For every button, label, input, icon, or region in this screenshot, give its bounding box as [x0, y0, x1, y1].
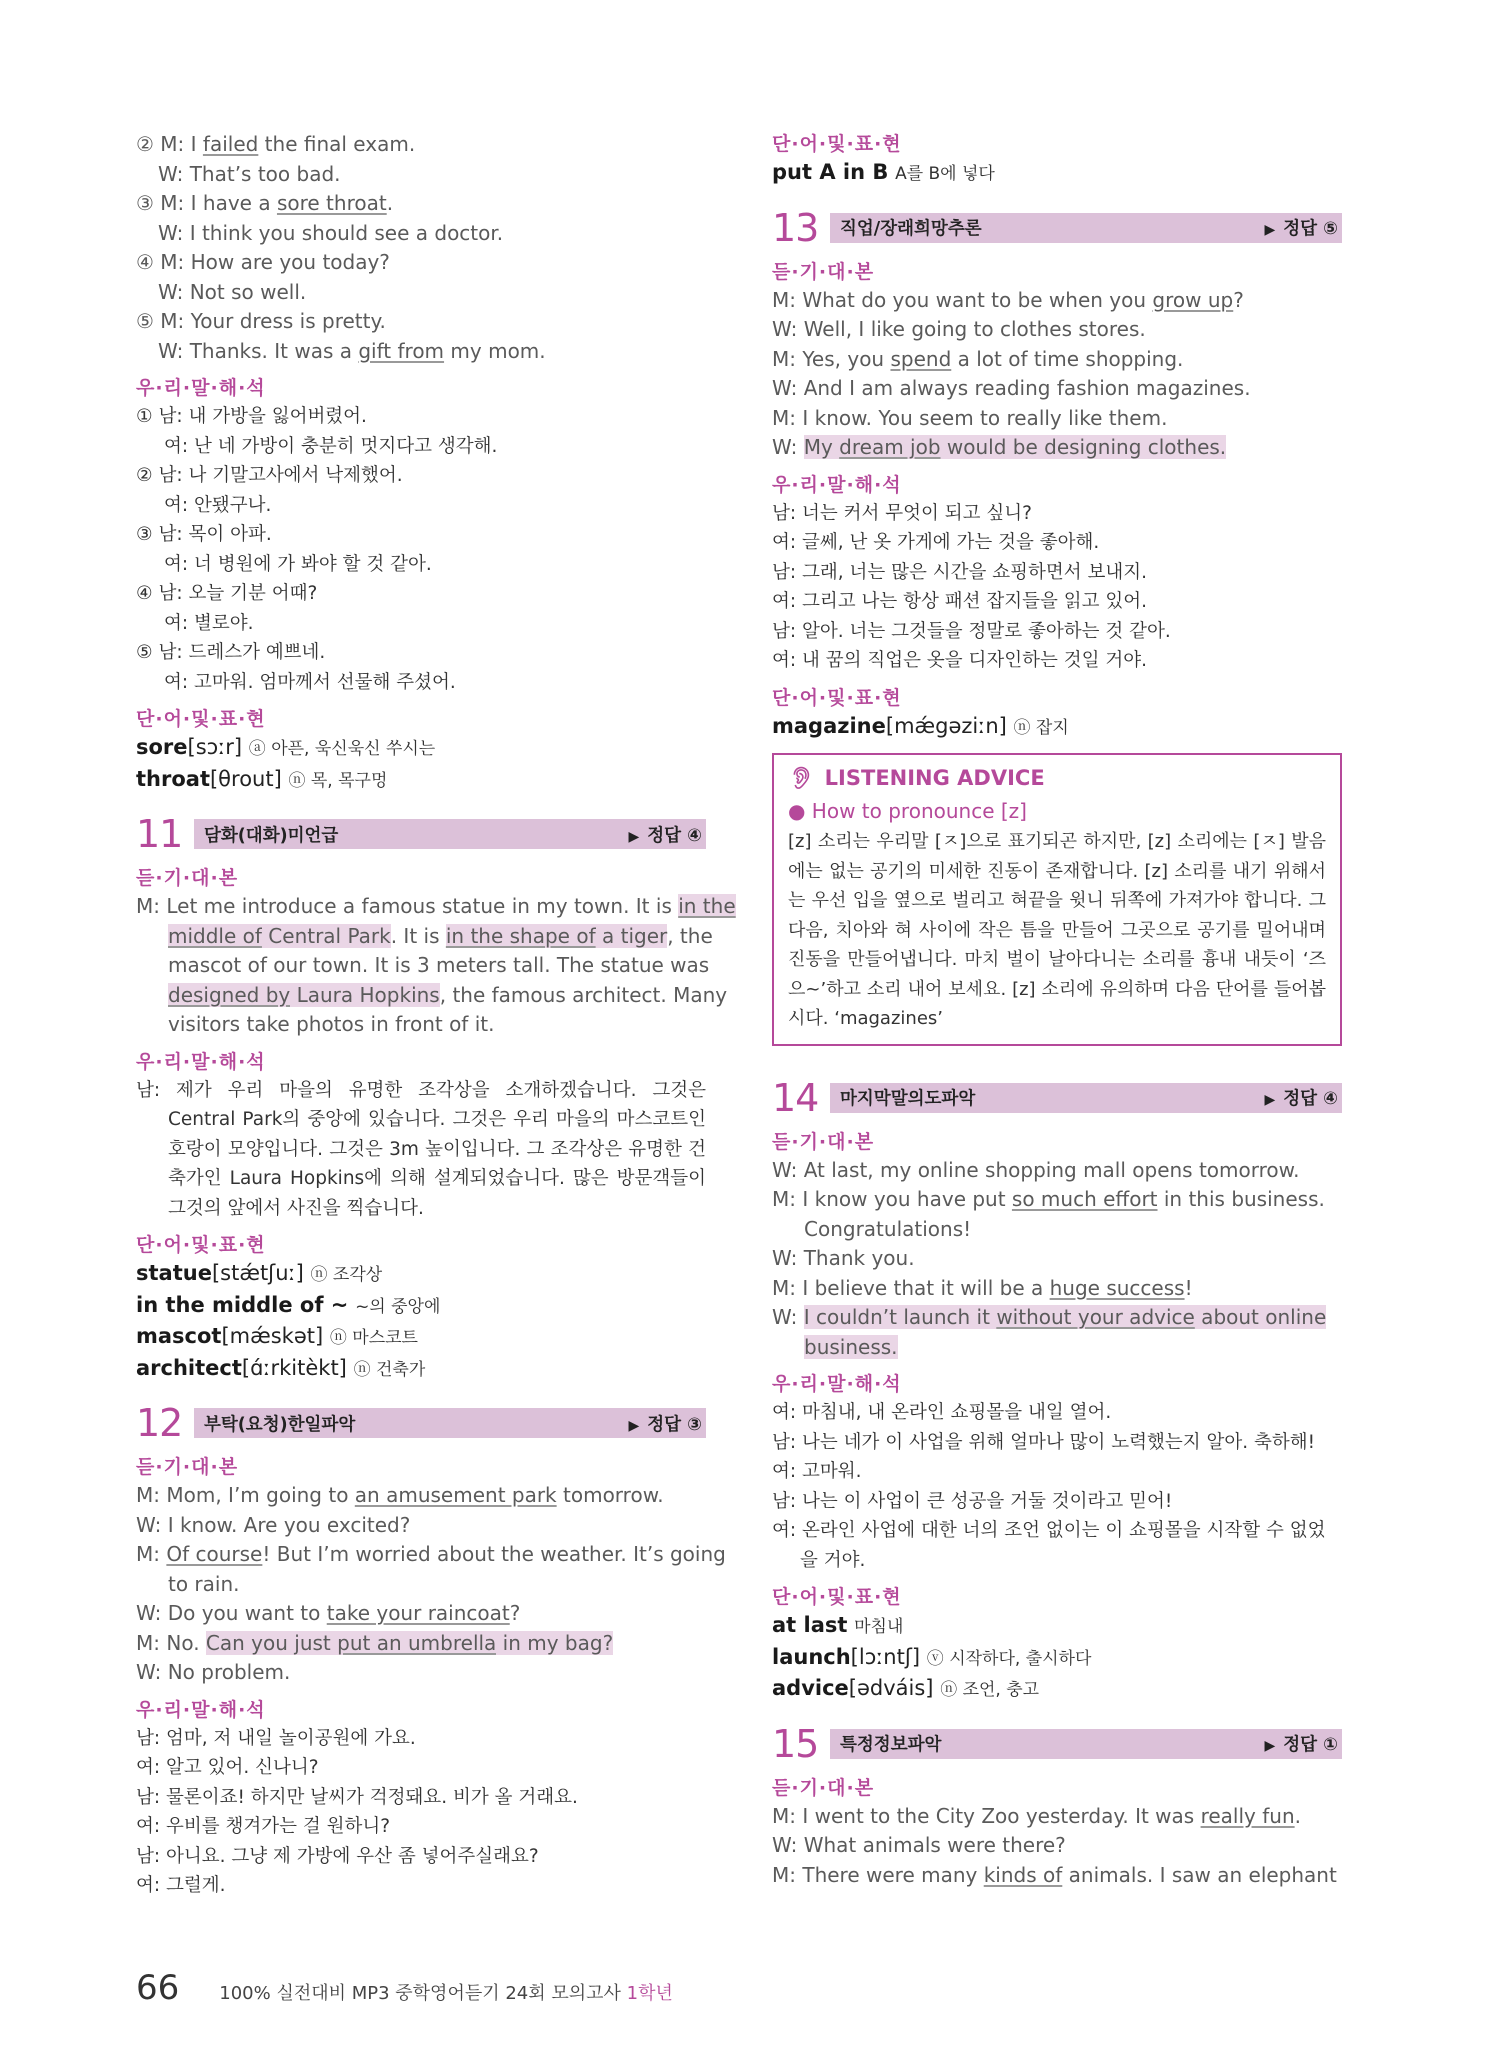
text-run: ?	[1233, 287, 1244, 312]
text-run: How are you today?	[190, 250, 390, 274]
script-line	[136, 892, 736, 922]
vocab-pron: [stǽtʃuː]	[211, 1261, 304, 1285]
script-line	[772, 404, 1342, 434]
translation-line: 여: 별로야.	[164, 612, 254, 634]
translation-line: ⑤ 남: 드레스가 예쁘네.	[136, 642, 326, 663]
vocab-word: statue	[136, 1261, 212, 1285]
translation-line: 여: 그럴게.	[136, 1875, 226, 1896]
translation-line: 여: 그리고 나는 항상 패션 잡지들을 읽고 있어.	[772, 591, 1147, 612]
vocab-word: put A in B	[772, 160, 889, 184]
speaker: ② M:	[136, 132, 191, 156]
text-run: a tiger	[595, 923, 668, 948]
text-run: in the	[678, 894, 736, 918]
vocab-entry	[772, 1611, 1342, 1643]
text-run: M: Mom, I’m going to	[136, 1483, 355, 1507]
translation-paragraph: 남: 제가 우리 마을의 유명한 조각상을 소개하겠습니다. 그것은 Central Park의 중앙에 있습니다. 그것은 우리 마을의 마스코트인 호랑이 모양입니다. 그것은 3m 높이입니다. 그 조각상은 유명한 건축가인 Laura Hopkins에 의해 설계되었습니다. 많은 방문객들이 그것의 앞에서 사진을 찍습니다.	[136, 1079, 706, 1219]
section-heading: 단·어·및·표·현	[772, 686, 902, 709]
advice-header	[788, 761, 1326, 795]
vocab-entry	[136, 1322, 706, 1354]
vocab-entry	[136, 1354, 706, 1386]
section-heading: 우·리·말·해·석	[772, 1373, 902, 1395]
vocab-pron: [lɔːntʃ]	[850, 1644, 921, 1669]
text-run: business.	[804, 1334, 898, 1359]
script-line	[136, 1570, 706, 1600]
speaker: W:	[158, 220, 190, 245]
vocab-meaning: ⓝ 조각상	[310, 1265, 383, 1285]
text-run: sore throat	[276, 191, 387, 215]
question-bar	[194, 819, 706, 849]
translation-line: ① 남: 내 가방을 잃어버렸어.	[136, 406, 367, 427]
text-run: W: And I am always reading fashion magazines.	[772, 376, 1251, 400]
translation-line: 여: 마침내, 내 온라인 쇼핑몰을 내일 열어.	[772, 1402, 1112, 1423]
text-run: I couldn’t launch it	[803, 1305, 997, 1329]
text-run: about online	[1194, 1305, 1327, 1329]
translation-line: 여: 알고 있어. 신나니?	[136, 1757, 319, 1778]
section-heading: 우·리·말·해·석	[136, 1050, 266, 1073]
section-heading: 우·리·말·해·석	[772, 473, 902, 496]
text-run: failed	[202, 132, 259, 156]
question-header	[772, 206, 1342, 250]
vocab-entry	[136, 733, 706, 765]
vocab-entry	[772, 712, 1342, 744]
translation-line: ② 남: 나 기말고사에서 낙제했어.	[136, 465, 403, 486]
text-run: W: Thank you.	[772, 1246, 915, 1270]
vocab-word: at last	[772, 1613, 848, 1637]
answer-label	[628, 822, 702, 847]
answer-text: 정답 ④	[1283, 1089, 1338, 1109]
right-column	[772, 130, 1342, 1890]
text-run: grow up	[1152, 287, 1234, 312]
question-number: 15	[772, 1721, 819, 1766]
text-run: take your raincoat	[326, 1601, 510, 1625]
translation-line: 남: 나는 이 사업이 큰 성공을 거둘 것이라고 믿어!	[772, 1490, 1173, 1512]
answer-label	[628, 1411, 702, 1436]
script-line	[772, 1802, 1342, 1832]
vocab-meaning: A를 B에 넣다	[895, 164, 995, 184]
question-number: 14	[772, 1075, 819, 1120]
listening-advice-box	[772, 753, 1342, 1046]
vocab-word: architect	[136, 1355, 242, 1380]
text-run: W:	[772, 1305, 804, 1329]
text-run: in this business.	[1157, 1187, 1325, 1211]
text-run: !	[1184, 1275, 1193, 1300]
question-type: 특정정보파악	[840, 1735, 942, 1755]
vocab-entry	[136, 1259, 706, 1291]
translation-line: 여: 우비를 챙겨가는 걸 원하니?	[136, 1816, 391, 1837]
text-run: dream job	[839, 435, 941, 459]
vocab-pron: [mǽskət]	[221, 1324, 324, 1348]
section-heading: 듣·기·대·본	[136, 1456, 239, 1478]
answer-text: 정답 ①	[1283, 1735, 1338, 1755]
text-run: the final exam.	[258, 132, 416, 156]
book-grade: 1학년	[626, 1983, 673, 2004]
section-heading: 듣·기·대·본	[772, 1130, 875, 1153]
script-line	[136, 1511, 706, 1541]
section-heading: 듣·기·대·본	[772, 260, 875, 283]
book-title	[219, 1979, 673, 2005]
vocab-word: launch	[772, 1644, 851, 1669]
vocab-pron: [mǽgəziːn]	[885, 713, 1007, 738]
vocab-meaning: ~의 중앙에	[355, 1296, 441, 1317]
vocab-pron: [θrout]	[209, 766, 282, 791]
vocab-word: magazine	[772, 713, 886, 738]
vocab-meaning: ⓝ 조언, 충고	[940, 1680, 1040, 1700]
text-run: I	[190, 132, 203, 156]
script-line	[772, 1303, 1342, 1333]
section-heading: 듣·기·대·본	[136, 867, 239, 889]
translation-line: ④ 남: 오늘 기분 어때?	[136, 583, 318, 604]
text-run: would be designing clothes.	[940, 435, 1227, 459]
text-run: tomorrow.	[556, 1483, 664, 1507]
vocab-word: sore	[136, 735, 188, 759]
script-line	[136, 1658, 706, 1688]
text-run: designed by	[168, 982, 291, 1007]
text-run: M: Let me introduce a famous statue in my town. It is	[136, 894, 679, 918]
script-line	[772, 1274, 1342, 1304]
text-run: middle of	[168, 923, 262, 948]
page-footer	[136, 1968, 673, 2008]
translation-line: 여: 난 네 가방이 충분히 멋지다고 생각해.	[164, 435, 498, 457]
question-type: 부탁(요청)한일파악	[204, 1414, 356, 1435]
script-line	[136, 219, 706, 249]
text-run: to rain.	[168, 1571, 240, 1596]
vocab-word: throat	[136, 766, 210, 791]
answer-text: 정답 ③	[647, 1414, 702, 1435]
text-run: Thanks. It was a	[189, 338, 359, 363]
play-triangle-icon: ▶	[1264, 1092, 1276, 1108]
text-run: Central Park	[261, 923, 391, 948]
speaker: ⑤ M:	[136, 309, 191, 333]
text-run: really fun	[1200, 1803, 1295, 1828]
speaker: ③ M:	[136, 191, 191, 215]
text-run: I think you should see a doctor.	[189, 220, 504, 245]
section-heading: 단·어·및·표·현	[772, 133, 902, 155]
script-line	[772, 345, 1342, 375]
question-number: 11	[136, 812, 183, 856]
translation-line: 여: 고마워.	[772, 1461, 862, 1482]
text-run: Laura Hopkins	[290, 982, 440, 1007]
vocab-word: mascot	[136, 1324, 222, 1348]
text-run: That’s too bad.	[189, 161, 341, 186]
translation-line: 여: 내 꿈의 직업은 옷을 디자인하는 것일 거야.	[772, 650, 1147, 671]
text-run: visitors take photos in front of it.	[168, 1012, 495, 1036]
vocab-entry	[772, 158, 1342, 190]
text-run: my mom.	[444, 338, 546, 363]
vocab-pron: [ɑ́ːrkitèkt]	[241, 1355, 347, 1380]
script-line	[136, 337, 706, 367]
text-run: M: I believe that it will be a	[772, 1275, 1050, 1300]
section-heading: 우·리·말·해·석	[136, 377, 266, 399]
vocab-entry	[136, 765, 706, 797]
vocab-meaning: ⓥ 시작하다, 출시하다	[926, 1648, 1092, 1669]
question-type: 직업/장래희망추론	[840, 219, 982, 239]
vocab-meaning: 마침내	[854, 1617, 904, 1637]
script-line	[136, 248, 706, 278]
question-type: 마지막말의도파악	[840, 1089, 976, 1109]
translation-line: 여: 온라인 사업에 대한 너의 조언 없이는 이 쇼핑몰을 시작할 수 없었	[772, 1520, 1326, 1541]
script-line	[772, 1185, 1342, 1215]
script-line	[772, 1156, 1342, 1186]
text-run: without your advice	[996, 1305, 1195, 1329]
translation-line: 남: 알아. 너는 그것들을 정말로 좋아하는 것 같아.	[772, 620, 1171, 642]
vocab-entry	[772, 1674, 1342, 1706]
script-line	[772, 433, 1342, 463]
text-run: ! But I’m worried about the weather. It’s going	[262, 1542, 726, 1566]
vocab-meaning: ⓝ 잡지	[1013, 717, 1069, 738]
text-run: M: I went to the City Zoo yesterday. It was	[772, 1803, 1201, 1828]
translation-line: 남: 아니요. 그냥 제 가방에 우산 좀 넣어주실래요?	[136, 1845, 539, 1867]
text-run: W: At last, my online shopping mall opens tomorrow.	[772, 1157, 1300, 1182]
vocab-meaning: ⓝ 목, 목구멍	[288, 770, 388, 791]
vocab-pron: [ədváis]	[848, 1676, 934, 1700]
script-line	[136, 981, 728, 1011]
play-triangle-icon: ▶	[1264, 222, 1276, 238]
text-run: M: What do you want to be when you	[772, 287, 1153, 312]
answer-label	[1264, 215, 1338, 240]
text-run: mascot of our town. It is 3 meters tall. The statue was	[168, 953, 710, 977]
vocab-word: advice	[772, 1676, 849, 1700]
text-run: , the famous architect. Many	[439, 982, 728, 1007]
vocab-meaning: ⓝ 건축가	[353, 1359, 426, 1380]
speaker: W:	[158, 161, 190, 186]
script-line	[772, 286, 1342, 316]
advice-title: LISTENING ADVICE	[824, 766, 1045, 790]
script-line	[772, 1215, 1342, 1245]
text-run: Of course	[166, 1542, 263, 1566]
text-run: kinds of	[983, 1862, 1063, 1887]
script-line	[772, 1244, 1342, 1274]
vocab-meaning: ⓐ 아픈, 욱신욱신 쑤시는	[248, 739, 436, 759]
play-triangle-icon: ▶	[1264, 1738, 1276, 1754]
script-line	[136, 1540, 726, 1570]
text-run: in my bag?	[496, 1630, 614, 1655]
question-type: 담화(대화)미언급	[204, 825, 339, 846]
section-heading: 단·어·및·표·현	[136, 708, 266, 730]
question-bar	[830, 1083, 1342, 1113]
section-heading: 듣·기·대·본	[772, 1776, 875, 1799]
speaker: W:	[158, 338, 190, 363]
answer-text: 정답 ④	[647, 825, 702, 846]
book-title-text: 100% 실전대비 MP3 중학영어듣기 24회 모의고사	[219, 1983, 621, 2004]
question-number: 13	[772, 205, 819, 250]
question-bar	[830, 1729, 1342, 1759]
vocab-meaning: ⓝ 마스코트	[329, 1328, 418, 1348]
text-run: huge success	[1049, 1275, 1185, 1300]
question-header	[136, 812, 706, 856]
text-run: M: There were many	[772, 1862, 984, 1887]
section-heading: 우·리·말·해·석	[136, 1698, 266, 1721]
text-run: a lot of time shopping.	[951, 346, 1184, 371]
text-run: gift from	[358, 338, 445, 363]
script-line	[136, 160, 706, 190]
vocab-word: in the middle of ~	[136, 1292, 349, 1317]
script-line	[136, 1010, 706, 1040]
translation-line: 여: 안됐구나.	[164, 494, 272, 516]
script-line	[772, 1333, 1342, 1363]
translation-line: 여: 고마워. 엄마께서 선물해 주셨어.	[164, 671, 456, 693]
section-heading: 단·어·및·표·현	[772, 1586, 902, 1608]
text-run: W: I know. Are you excited?	[136, 1512, 411, 1537]
text-run: put an umbrella	[337, 1630, 497, 1655]
answer-label	[1264, 1085, 1338, 1110]
script-line	[136, 130, 706, 160]
question-bar	[830, 213, 1342, 243]
text-run: so much effort	[1011, 1187, 1158, 1211]
text-run: .	[1294, 1803, 1301, 1828]
translation-line: 남: 나는 네가 이 사업을 위해 얼마나 많이 노력했는지 알아. 축하해!	[772, 1431, 1315, 1453]
text-run: M: No.	[136, 1630, 206, 1655]
text-run: . It is	[390, 923, 446, 948]
answer-text: 정답 ⑤	[1283, 219, 1338, 239]
play-triangle-icon: ▶	[628, 1417, 640, 1434]
translation-line: ③ 남: 목이 아파.	[136, 524, 272, 545]
text-run: .	[386, 191, 394, 215]
text-run: W:	[772, 435, 804, 459]
translation-line: 여: 너 병원에 가 봐야 할 것 같아.	[164, 553, 432, 575]
text-run: spend	[890, 346, 952, 371]
question-bar	[194, 1408, 706, 1438]
script-line	[136, 307, 706, 337]
page-number: 66	[136, 1968, 180, 2008]
script-line	[136, 189, 706, 219]
text-run: ?	[509, 1601, 521, 1625]
text-run: Your dress is pretty.	[190, 309, 386, 333]
question-number: 12	[136, 1401, 183, 1445]
script-line	[772, 315, 1342, 345]
text-run: Not so well.	[189, 279, 307, 304]
text-run: W: What animals were there?	[772, 1833, 1066, 1857]
left-column	[136, 130, 736, 1901]
translation-line: 남: 엄마, 저 내일 놀이공원에 가요.	[136, 1727, 416, 1749]
translation-line: 을 거야.	[800, 1549, 866, 1571]
speaker: W:	[158, 279, 190, 304]
speaker: ④ M:	[136, 250, 191, 274]
translation-line: 여: 글쎄, 난 옷 가게에 가는 것을 좋아해.	[772, 532, 1100, 553]
script-line	[136, 922, 713, 952]
script-line	[772, 1831, 1342, 1861]
vocab-pron: [sɔːr]	[187, 735, 243, 759]
text-run: I have a	[190, 191, 277, 215]
text-run: M:	[136, 1542, 167, 1566]
section-heading: 단·어·및·표·현	[136, 1234, 266, 1256]
script-line	[136, 951, 710, 981]
text-run: W: No problem.	[136, 1660, 291, 1684]
vocab-entry	[772, 1643, 1342, 1675]
translation-line: 남: 그래, 너는 많은 시간을 쇼핑하면서 보내지.	[772, 561, 1147, 583]
text-run: Congratulations!	[804, 1216, 972, 1241]
translation-line: 남: 너는 커서 무엇이 되고 싶니?	[772, 502, 1032, 524]
question-header	[136, 1401, 706, 1445]
play-triangle-icon: ▶	[628, 828, 640, 845]
advice-subtitle: ● How to pronounce [z]	[788, 799, 1027, 823]
script-line	[136, 278, 706, 308]
text-run: M: I know you have put	[772, 1187, 1012, 1211]
question-header	[772, 1076, 1342, 1120]
script-line	[772, 1861, 1342, 1891]
script-line	[136, 1599, 706, 1629]
text-run: M: I know. You seem to really like them.	[772, 405, 1168, 430]
script-line	[772, 374, 1342, 404]
script-line	[136, 1481, 706, 1511]
text-run: My	[803, 435, 840, 459]
script-line	[136, 1629, 706, 1659]
text-run: M: Yes, you	[772, 346, 891, 371]
vocab-entry	[136, 1291, 706, 1323]
text-run: an amusement park	[354, 1483, 557, 1507]
text-run: Can you just	[205, 1630, 338, 1655]
text-run: W: Do you want to	[136, 1601, 327, 1625]
ear-icon: 👂︎	[788, 765, 815, 790]
answer-label	[1264, 1731, 1338, 1756]
translation-line: 남: 물론이죠! 하지만 날씨가 걱정돼요. 비가 올 거래요.	[136, 1786, 578, 1808]
text-run: in the shape of	[445, 923, 596, 948]
question-header	[772, 1722, 1342, 1766]
text-run: W: Well, I like going to clothes stores.	[772, 317, 1146, 341]
text-run: , the	[667, 923, 713, 948]
text-run: animals. I saw an elephant	[1062, 1862, 1337, 1887]
advice-body: [z] 소리는 우리말 [ㅈ]으로 표기되곤 하지만, [z] 소리에는 [ㅈ] 발음에는 없는 공기의 미세한 진동이 존재합니다. [z] 소리를 내기 위해서는 우선 입을 옆으로 벌리고 혀끝을 윗니 뒤쪽에 가져가야 합니다. 그다음, 치아와 혀 사이에 작은 틈을 만들어 그곳으로 공기를 밀어내며 진동을 만들어냅니다. 마치 벌이 날아다니는 소리를 흉내 내듯이 ‘즈으~’하고 소리 내어 보세요. [z] 소리에 유의하며 다음 단어를 들어봅시다. ‘magazines’	[788, 831, 1326, 1029]
